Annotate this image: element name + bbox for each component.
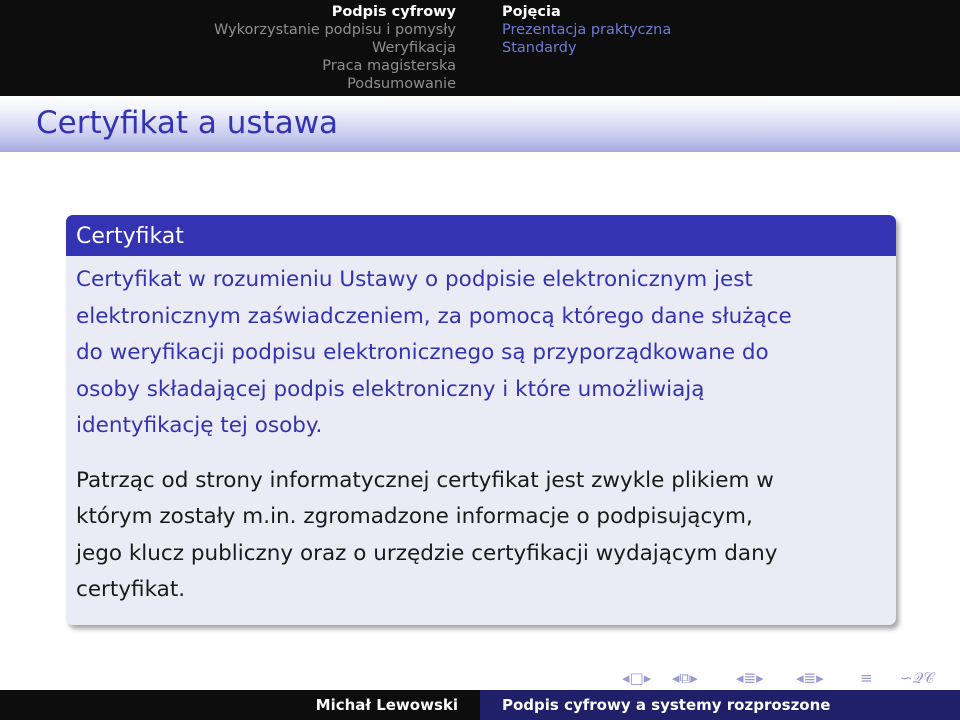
explanation-line: Patrząc od strony informatycznej certyfikat jest zwykle plikiem w: [76, 467, 774, 493]
search-icon[interactable]: ∽𝒬𝒞: [900, 669, 935, 687]
footer-title: Podpis cyfrowy a systemy rozproszone: [502, 696, 831, 714]
section-prev-icon[interactable]: ◂: [736, 669, 744, 687]
subsection-nav-right: [480, 0, 960, 96]
explanation-line: jego klucz publiczny oraz o urzędzie certyfikacji wydającym dany: [76, 540, 778, 566]
footer-title-box: [480, 690, 960, 720]
search-nav: [900, 668, 934, 688]
section-nav-left: [0, 0, 480, 96]
nav-section-item[interactable]: Weryfikacja: [372, 40, 456, 56]
top-navigation-bar: [0, 0, 960, 96]
nav-section-item[interactable]: Wykorzystanie podpisu i pomysły: [214, 22, 456, 38]
frame-title: Certyfikat a ustawa: [36, 105, 339, 141]
document-prev-icon[interactable]: ◂: [796, 669, 804, 687]
nav-subsection-item[interactable]: Standardy: [502, 40, 577, 56]
block-title: Certyfikat: [66, 215, 896, 256]
definition-line: do weryfikacji podpisu elektronicznego są przyporządkowane do: [76, 340, 769, 365]
footer-author: Michał Lewowski: [315, 696, 458, 714]
footer-author-box: [0, 690, 480, 720]
document-next-icon[interactable]: ▸: [816, 669, 824, 687]
subsection-nav: [672, 668, 698, 688]
section-icon[interactable]: ≣: [743, 669, 757, 687]
explanation-line: którym zostały m.in. zgromadzone informacje o podpisującym,: [76, 504, 753, 529]
document-icon[interactable]: ≣: [803, 669, 817, 687]
definition-line: identyfikację tej osoby.: [76, 413, 323, 438]
align-icon[interactable]: ≡: [860, 669, 873, 687]
frame-prev-icon[interactable]: ◂: [622, 669, 630, 687]
frame-next-icon[interactable]: ▸: [643, 669, 652, 687]
section-next-icon[interactable]: ▸: [756, 669, 764, 687]
definition-line: osoby składającej podpis elektroniczny i które umożliwiają: [76, 376, 705, 402]
frame-nav: [622, 668, 651, 688]
align-nav: [860, 668, 873, 688]
subsection-icon[interactable]: ⧉: [679, 669, 691, 687]
footer-bar: [0, 690, 960, 720]
subsection-next-icon[interactable]: ▸: [690, 669, 698, 687]
block-body: [66, 256, 896, 609]
explanation-line: certyfikat.: [76, 577, 186, 602]
nav-subsection-current[interactable]: Pojęcia: [502, 4, 561, 20]
paragraph-spacer: [76, 445, 886, 463]
nav-subsection-item[interactable]: Prezentacja praktyczna: [502, 22, 672, 38]
document-nav: [796, 668, 824, 688]
definition-line: elektronicznym zaświadczeniem, za pomocą którego dane służące: [76, 303, 792, 329]
nav-section-item[interactable]: Podsumowanie: [347, 76, 456, 92]
frame-icon[interactable]: □: [629, 669, 644, 687]
subsection-prev-icon[interactable]: ◂: [672, 669, 680, 687]
nav-section-item[interactable]: Praca magisterska: [322, 58, 456, 74]
definition-line: Certyfikat w rozumieniu Ustawy o podpisie elektronicznym jest: [76, 267, 753, 292]
nav-section-current[interactable]: Podpis cyfrowy: [331, 4, 456, 20]
definition-block: [66, 215, 896, 625]
section-nav: [736, 668, 764, 688]
